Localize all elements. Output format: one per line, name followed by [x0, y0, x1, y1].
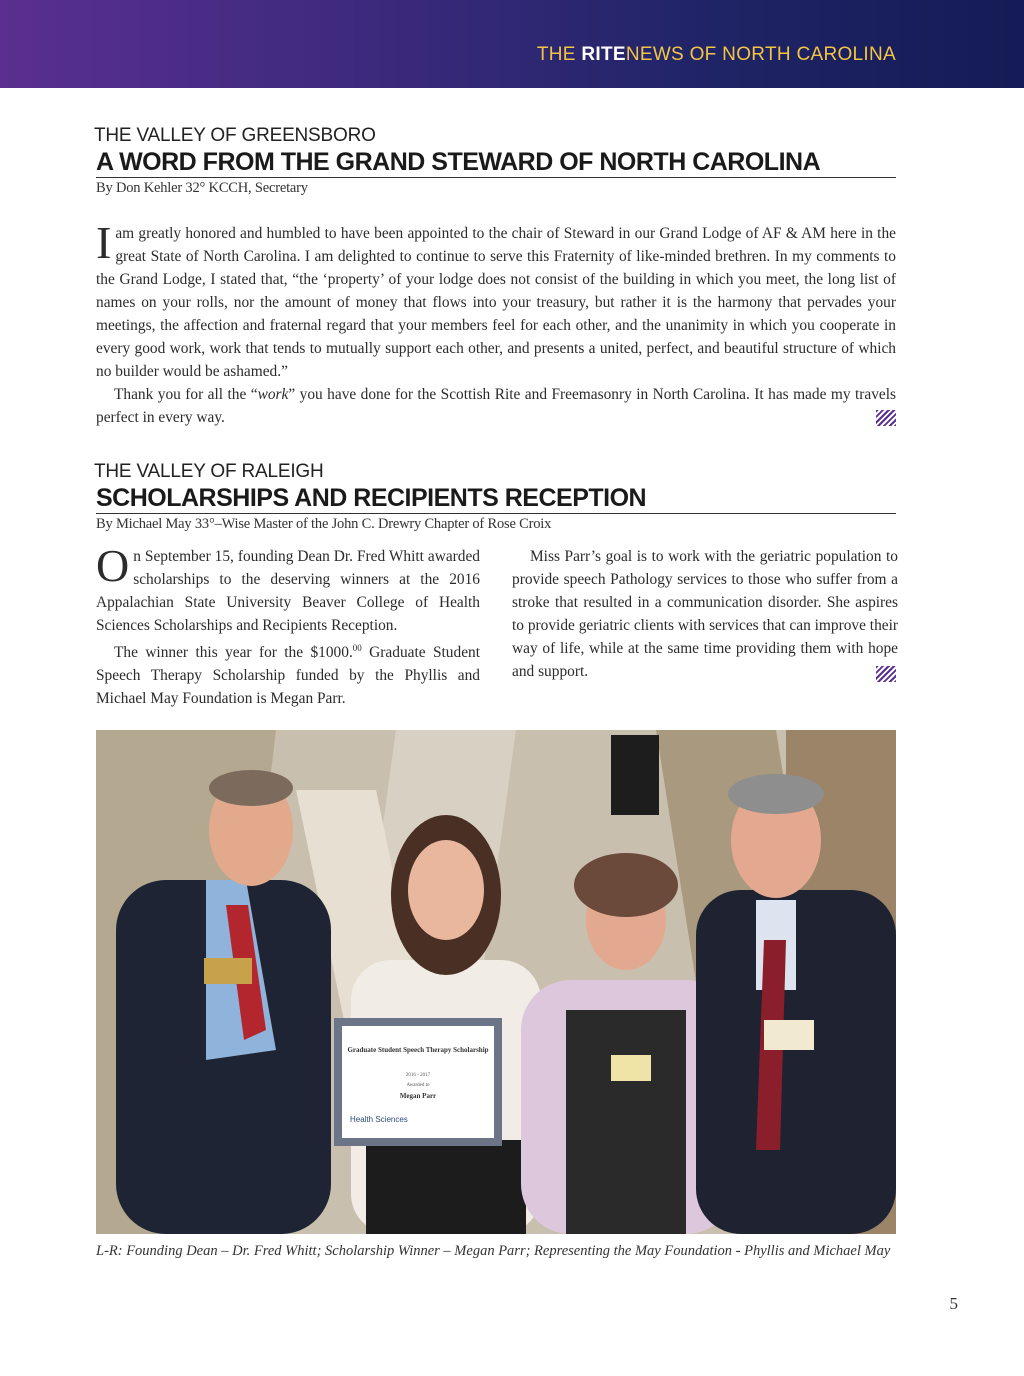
article2-col1-p2-b: Graduate Student Speech Therapy Scholarship funded by the Phyllis and Michael May Foundation is Megan Parr.: [96, 644, 481, 708]
article2-paragraph-3: [512, 545, 898, 683]
article1-p1-text: am greatly honored and humbled to have been appointed to the chair of Steward in our Grand Lodge of AF & AM here in the great State of North Carolina. I am delighted to continue to serve this Fraternity of like-minded brethren. In my comments to the Grand Lodge, I stated that, “the ‘property’ of your lodge does not consist of the building in which you meet, the long list of names on your rolls, nor the amount of money that flows into your treasury, but rather it is the harmony that pervades your meetings, the affection and fraternal regard that your members feel for each other, and the unanimity in which you cooperate in every good work, work that tends to mutually support each other, and presents a united, perfect, and beautiful structure of which no builder would be ashamed.”: [96, 225, 896, 380]
article2-valley: THE VALLEY OF RALEIGH: [94, 461, 324, 482]
article1-p2-a: Thank you for all the “: [114, 386, 258, 403]
title-prefix: THE: [536, 44, 582, 65]
title-suffix: NEWS OF NORTH CAROLINA: [625, 44, 896, 65]
article1-p2-b: ” you have done for the Scottish Rite and Freemasonry in North Carolina. It has made my travels perfect in every way.: [96, 386, 896, 426]
end-mark-icon: [876, 666, 896, 682]
article2-column-2: [512, 545, 898, 683]
certificate-year: 2016 - 2017: [405, 1073, 431, 1078]
page-number: 5: [949, 1294, 958, 1313]
article2-col1-p1: n September 15, founding Dean Dr. Fred Whitt awarded scholarships to the deserving winners at the 2016 Appalachian State University Beaver College of Health Sciences Scholarships and Recipients Reception.: [96, 548, 480, 634]
certificate-name: Megan Parr: [399, 1092, 437, 1100]
article2-byline: By Michael May 33°–Wise Master of the John C. Drewry Chapter of Rose Croix: [96, 516, 552, 532]
article2-headline: SCHOLARSHIPS AND RECIPIENTS RECEPTION: [96, 484, 896, 514]
article2-paragraph-2: [96, 637, 480, 710]
photo-caption: L-R: Founding Dean – Dr. Fred Whitt; Scholarship Winner – Megan Parr; Representing the May Foundation - Phyllis and Michael May: [96, 1243, 891, 1259]
end-mark-icon: [876, 410, 896, 426]
article1-byline: By Don Kehler 32° KCCH, Secretary: [96, 180, 308, 196]
reception-photo: [96, 730, 896, 1234]
article1-dropcap: I: [96, 217, 112, 268]
certificate-awarded: Awarded to: [406, 1083, 430, 1088]
article1-body: [96, 217, 896, 429]
article2-col2-p1: Miss Parr’s goal is to work with the geriatric population to provide speech Pathology services to those who suffer from a stroke that resulted in a communication disorder. She aspires to provide geriatric clients with services that can improve their way of life, while at the same time providing them with hope and support.: [512, 548, 898, 680]
reception-photo-illustration: [96, 730, 896, 1234]
certificate-title: Graduate Student Speech Therapy Scholarship: [347, 1046, 489, 1054]
article1-paragraph-2: [96, 383, 896, 429]
article2-col1-p2-sup: 00: [352, 643, 362, 653]
masthead-banner: [0, 0, 1024, 88]
article1-paragraph-1: [96, 217, 896, 383]
article1-valley: THE VALLEY OF GREENSBORO: [94, 125, 376, 146]
article2-dropcap: O: [96, 540, 130, 591]
article1-p2-em: work: [257, 386, 289, 403]
article2-col1-p2-a: The winner this year for the $1000.: [114, 644, 353, 662]
publication-title: [537, 44, 896, 66]
certificate-org: Health Sciences: [350, 1115, 408, 1124]
article2-paragraph-1: [96, 540, 480, 637]
title-bold: RITE: [581, 44, 626, 65]
article2-column-1: [96, 540, 481, 710]
article1-headline: A WORD FROM THE GRAND STEWARD OF NORTH CAROLINA: [96, 148, 896, 178]
